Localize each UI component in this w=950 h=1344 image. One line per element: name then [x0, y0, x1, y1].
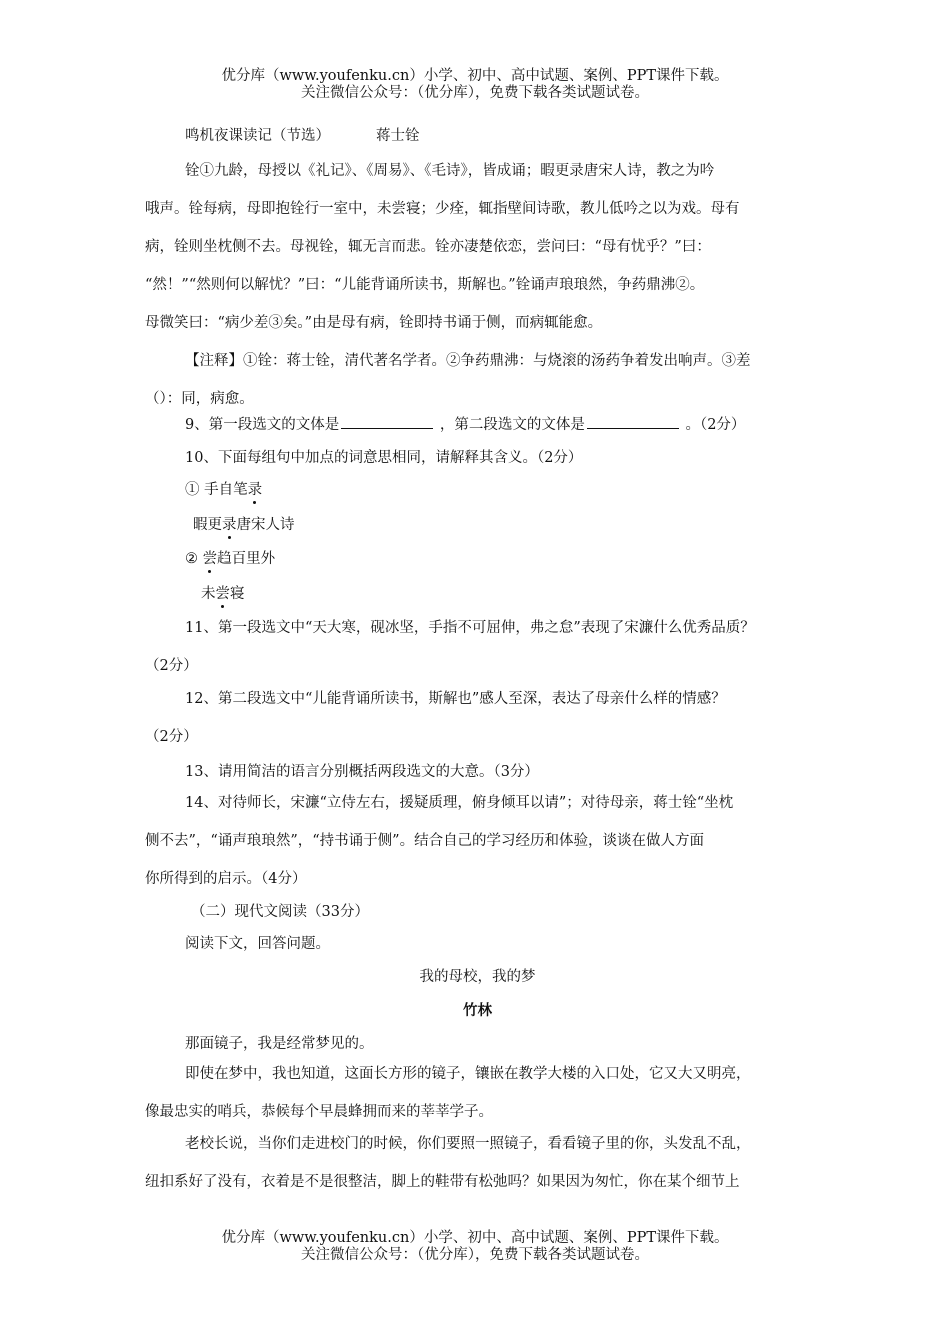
footer-line-1: 优分库（www.youfenku.cn）小学、初中、高中试题、案例、PPT课件下载。 [221, 1230, 729, 1246]
q10-item-2a [145, 547, 275, 568]
q10-2b-post: 寝 [230, 586, 245, 602]
q9-part-a: 9、第一段选文的文体是 [185, 417, 340, 433]
header-line-2: 关注微信公众号：（优分库），免费下载各类试题试卷。 [301, 85, 649, 101]
question-13: 13、请用简洁的语言分别概括两段选文的大意。（3分） [185, 764, 539, 780]
note-line-2: （）：同，病愈。 [145, 391, 254, 407]
article-paragraph-1: 那面镜子，我是经常梦见的。 [185, 1036, 374, 1052]
question-14 [145, 784, 733, 898]
q9-blank-1[interactable] [341, 414, 433, 429]
q12-text: 12、第二段选文中“儿能背诵所读书，斯解也”感人至深，表达了母亲什么样的情感？ [185, 691, 726, 707]
footer-line-2: 关注微信公众号：（优分库），免费下载各类试题试卷。 [301, 1247, 649, 1263]
q9-part-b: ，第二段选文的文体是 [439, 417, 585, 433]
q10-2a-post: 趋百里外 [217, 551, 276, 567]
q10-2b-dotted-word: 尝 [216, 582, 231, 603]
article-p3-line-1: 老校长说，当你们走进校门的时候，你们要照一照镜子，看看镜子里的你，头发乱不乱， [185, 1136, 751, 1152]
q9-blank-2[interactable] [587, 414, 679, 429]
q11-text: 11、第一段选文中“天大寒，砚冰坚，手指不可屈伸，弗之怠”表现了宋濂什么优秀品质？ [185, 620, 755, 636]
q12-score: （2分） [145, 729, 198, 745]
question-12 [145, 680, 726, 756]
q14-line-1: 14、对待师长，宋濂“立侍左右，援疑质理，俯身倾耳以请”；对待母亲，蒋士铨“坐枕 [185, 795, 734, 811]
question-10: 10、下面每组句中加点的词意思相同，请解释其含义。（2分） [185, 450, 583, 466]
passage-line-5: 母微笑曰：“病少差③矣。”由是母有病，铨即持书诵于侧，而病辄能愈。 [145, 315, 603, 331]
passage-title: 鸣机夜课读记（节选） [185, 128, 330, 144]
article-title: 我的母校，我的梦 [419, 969, 536, 985]
question-11 [145, 609, 755, 685]
section-2-heading: （二）现代文阅读（33分） [191, 904, 369, 920]
q14-line-3: 你所得到的启示。（4分） [145, 871, 307, 887]
q11-score: （2分） [145, 658, 198, 674]
page-header [0, 68, 950, 102]
q14-line-2: 侧不去”，“诵声琅琅然”，“持书诵于侧”。结合自己的学习经历和体验，谈谈在做人方面 [145, 833, 705, 849]
section-2-instruction: 阅读下文，回答问题。 [185, 936, 330, 952]
header-line-1: 优分库（www.youfenku.cn）小学、初中、高中试题、案例、PPT课件下载。 [221, 68, 729, 84]
q10-2a-pre: ② [185, 551, 203, 567]
passage-line-2: 哦声。铨每病，母即抱铨行一室中，未尝寝；少痊，辄指壁间诗歌，教儿低吟之以为戏。母有 [145, 201, 740, 217]
article-p2-line-1: 即使在梦中，我也知道，这面长方形的镜子，镶嵌在教学大楼的入口处，它又大又明亮， [185, 1066, 751, 1082]
article-paragraph-3 [145, 1125, 751, 1201]
passage-text [145, 152, 740, 342]
passage-author: 蒋士铨 [376, 128, 420, 144]
article-p3-line-2: 纽扣系好了没有，衣着是不是很整洁，脚上的鞋带有松弛吗？如果因为匆忙，你在某个细节上 [145, 1174, 740, 1190]
q10-1a-dotted-word: 录 [248, 478, 263, 499]
note-line-1: 【注释】①铨：蒋士铨，清代著名学者。②争药鼎沸：与烧滚的汤药争着发出响声。③差 [185, 353, 751, 369]
q10-item-1b [145, 513, 295, 534]
q10-1b-post: 唐宋人诗 [236, 517, 295, 533]
passage-title-row [145, 124, 420, 145]
q10-2b-pre: 未 [201, 586, 216, 602]
q9-part-c: 。（2分） [685, 417, 746, 433]
page-footer [0, 1230, 950, 1264]
article-author: 竹林 [463, 1002, 492, 1019]
q10-1a-text: ① 手自笔 [185, 482, 248, 498]
q10-2a-dotted-word: 尝 [203, 547, 218, 568]
q10-item-2b [145, 582, 245, 603]
article-paragraph-2 [145, 1055, 751, 1131]
passage-line-3: 病，铨则坐枕侧不去。母视铨，辄无言而悲。铨亦凄楚依恋，尝问曰：“母有忧乎？”曰： [145, 239, 711, 255]
passage-line-1: 铨①九龄，母授以《礼记》、《周易》、《毛诗》，皆成诵；暇更录唐宋人诗，教之为吟 [185, 163, 715, 179]
article-p2-line-2: 像最忠实的哨兵，恭候每个早晨蜂拥而来的莘莘学子。 [145, 1104, 493, 1120]
q10-item-1a [145, 478, 262, 499]
question-9 [145, 413, 745, 434]
q10-1b-dotted-word: 录 [222, 513, 237, 534]
passage-line-4: “然！”“然则何以解忧？”曰：“儿能背诵所读书，斯解也。”铨诵声琅琅然，争药鼎沸②。 [145, 277, 705, 293]
q10-1b-pre: 暇更 [193, 517, 222, 533]
passage-notes [145, 342, 751, 418]
